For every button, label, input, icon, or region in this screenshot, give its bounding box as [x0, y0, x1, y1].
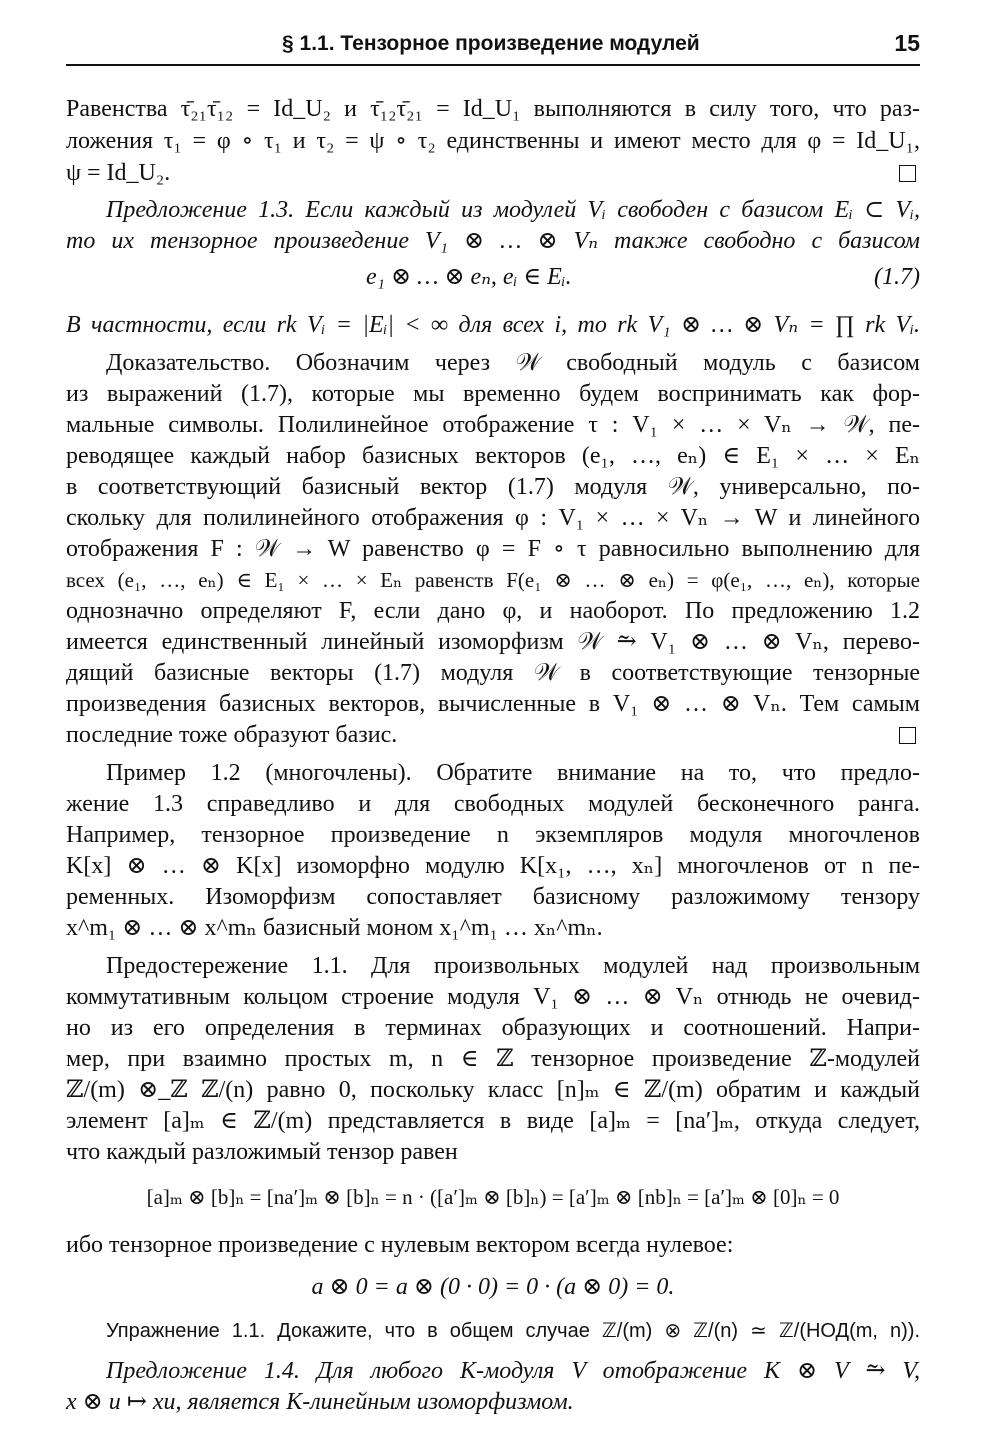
warning-line: но из его определения в терминах образующих и соотношений. Напри-	[66, 1015, 920, 1041]
proof-line: дящий базисные векторы (1.7) модуля 𝒲 в соответствующие тензорные	[66, 660, 920, 686]
display-formula: [a]ₘ ⊗ [b]ₙ = [na′]ₘ ⊗ [b]ₙ = n · ([a′]ₘ ⊗ [b]ₙ) = [a′]ₘ ⊗ [nb]ₙ = [a′]ₘ ⊗ [0]ₙ = 0	[146, 1185, 840, 1209]
proposition-line: x ⊗ u ↦ xu, является K-линейным изоморфизмом.	[66, 1389, 574, 1415]
warning-line: что каждый разложимый тензор равен	[66, 1139, 458, 1165]
qed-icon	[899, 727, 916, 744]
text-line: Равенства τ̄₂₁τ̄₁₂ = Id_U₂ и τ̄₁₂τ̄₂₁ = Id_U₁ выполняются в силу того, что раз-	[66, 96, 920, 122]
warning-line: ℤ/(m) ⊗_ℤ ℤ/(n) равно 0, поскольку класс [n]ₘ ∈ ℤ/(m) обратим и каждый	[66, 1077, 920, 1103]
warning-line: коммутативным кольцом строение модуля V₁ ⊗ … ⊗ Vₙ отнюдь не очевид-	[66, 984, 920, 1010]
section-title: § 1.1. Тензорное произведение модулей	[282, 32, 700, 55]
proof-line: реводящее каждый набор базисных векторов (e₁, …, eₙ) ∈ E₁ × … × Eₙ	[66, 443, 920, 469]
text-line-content: ψ = Id_U₂.	[66, 160, 171, 186]
proposition-line: то их тензорное произведение V₁ ⊗ … ⊗ Vₙ также свободно с базисом	[66, 228, 920, 254]
exercise-line: Упражнение 1.1. Докажите, что в общем случае ℤ/(m) ⊗ ℤ/(n) ≃ ℤ/(НОД(m, n)).	[106, 1320, 920, 1342]
page-number: 15	[894, 30, 920, 56]
proof-line: Доказательство. Обозначим через 𝒲 свободный модуль с базисом	[106, 350, 920, 376]
qed-icon	[899, 165, 916, 182]
proof-line: однозначно определяют F, если дано φ, и наоборот. По предложению 1.2	[66, 598, 920, 624]
proof-line: мальные символы. Полилинейное отображение τ : V₁ × … × Vₙ → 𝒲, пе-	[66, 412, 920, 438]
warning-line: Предостережение 1.1. Для произвольных модулей над произвольным	[106, 953, 920, 979]
proof-line: из выражений (1.7), которые мы временно будем воспринимать как фор-	[66, 381, 920, 407]
warning-line: мер, при взаимно простых m, n ∈ ℤ тензорное произведение ℤ-модулей	[66, 1046, 920, 1072]
proof-line	[66, 720, 920, 752]
proof-line: скольку для полилинейного отображения φ : V₁ × … × Vₙ → W и линейного	[66, 505, 920, 531]
text-line: ибо тензорное произведение с нулевым вектором всегда нулевое:	[66, 1232, 734, 1258]
proposition-line: Предложение 1.3. Если каждый из модулей Vᵢ свободен с базисом Eᵢ ⊂ Vᵢ,	[106, 197, 920, 223]
example-line: K[x] ⊗ … ⊗ K[x] изоморфно модулю K[x₁, …, xₙ] многочленов от n пе-	[66, 853, 920, 879]
proof-line: отображения F : 𝒲 → W равенство φ = F ∘ τ равносильно выполнению для	[66, 536, 920, 562]
equation-number: (1.7)	[874, 264, 920, 290]
proof-line: всех (e₁, …, eₙ) ∈ E₁ × … × Eₙ равенств F(e₁ ⊗ … ⊗ eₙ) = φ(e₁, …, eₙ), которые	[66, 568, 920, 592]
example-line: жение 1.3 справедливо и для свободных модулей бесконечного ранга.	[66, 791, 920, 817]
running-header	[66, 28, 920, 66]
proof-line: имеется единственный линейный изоморфизм 𝒲 ⥲ V₁ ⊗ … ⊗ Vₙ, перево-	[66, 629, 920, 655]
warning-line: элемент [a]ₘ ∈ ℤ/(m) представляется в виде [a]ₘ = [na′]ₘ, откуда следует,	[66, 1108, 920, 1134]
formula-line	[66, 262, 920, 294]
example-line: ременных. Изоморфизм сопоставляет базисному разложимому тензору	[66, 884, 920, 910]
example-line: Например, тензорное произведение n экземпляров модуля многочленов	[66, 822, 920, 848]
proof-line: произведения базисных векторов, вычисленные в V₁ ⊗ … ⊗ Vₙ. Тем самым	[66, 691, 920, 717]
text-line	[66, 158, 920, 190]
proposition-line: Предложение 1.4. Для любого K-модуля V отображение K ⊗ V ⥲ V,	[106, 1358, 920, 1384]
proposition-line: В частности, если rk Vᵢ = |Eᵢ| < ∞ для всех i, то rk V₁ ⊗ … ⊗ Vₙ = ∏ rk Vᵢ.	[66, 312, 920, 338]
text-line: ложения τ₁ = φ ∘ τ₁ и τ₂ = ψ ∘ τ₂ единственны и имеют место для φ = Id_U₁,	[66, 128, 920, 154]
example-line: Пример 1.2 (многочлены). Обратите внимание на то, что предло-	[106, 760, 920, 786]
proof-line: в соответствующий базисный вектор (1.7) модуля 𝒲, универсально, по-	[66, 474, 920, 500]
display-formula: a ⊗ 0 = a ⊗ (0 · 0) = 0 · (a ⊗ 0) = 0.	[311, 1274, 675, 1300]
example-line: x^m₁ ⊗ … ⊗ x^mₙ базисный моном x₁^m₁ … xₙ^mₙ.	[66, 915, 603, 941]
formula-1-7: e₁ ⊗ … ⊗ eₙ, eᵢ ∈ Eᵢ.	[366, 264, 572, 290]
text-line-content: последние тоже образуют базис.	[66, 722, 398, 748]
